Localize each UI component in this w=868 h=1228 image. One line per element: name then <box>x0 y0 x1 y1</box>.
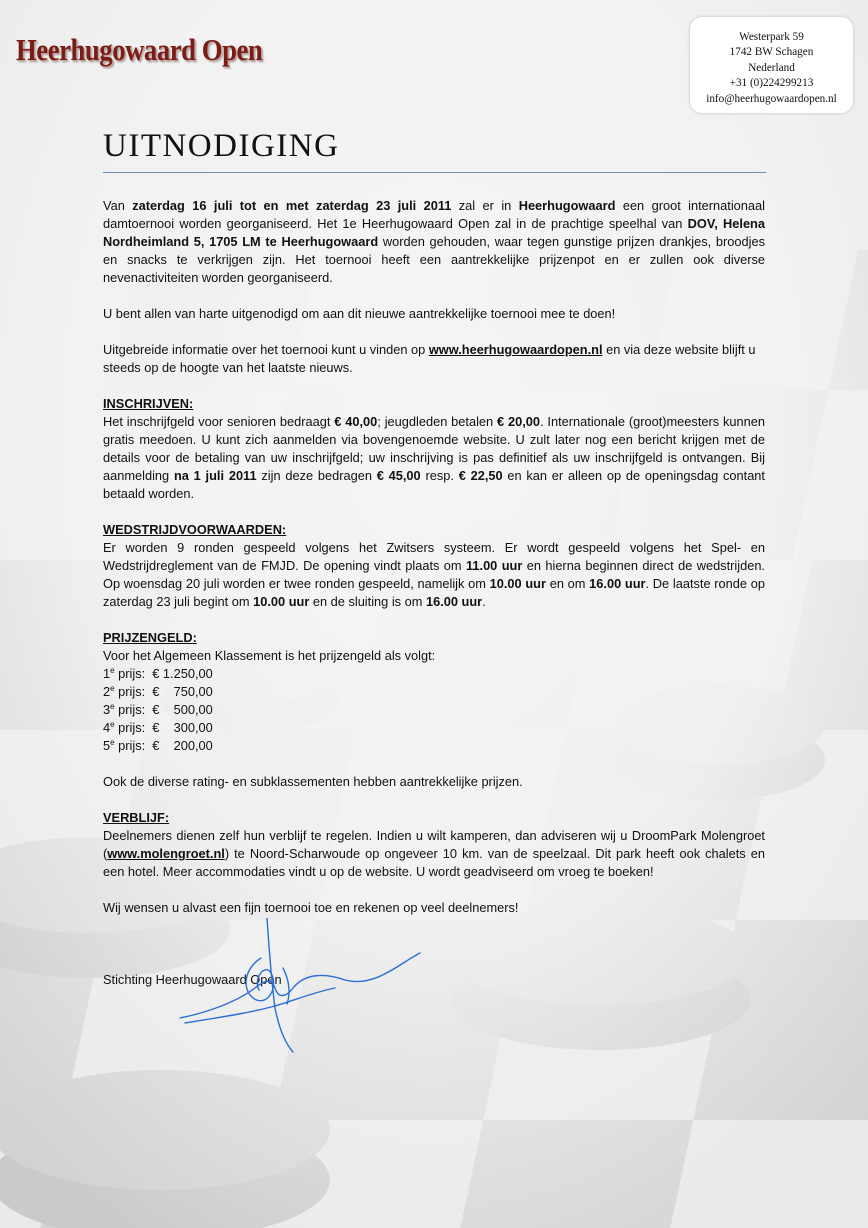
inschrijven-paragraph: Het inschrijfgeld voor senioren bedraagt € 40,00; jeugdleden betalen € 20,00. Internationale (groot)meesters kunnen gratis meedoen. U kunt zich aanmelden via bovengenoemde website. U zult later nog een bericht krijgen met de details voor de betaling van uw inschrijfgeld; uw inschrijving is pas definitief als uw inschrijfgeld is ontvangen. Bij aanmelding na 1 juli 2011 zijn deze bedragen € 45,00 resp. € 22,50 en kan er alleen op de openingsdag contant betaald worden. <box>103 414 765 501</box>
address-phone: +31 (0)224299213 <box>729 77 814 90</box>
prize-row-1: 1e prijs: € 1.250,00 <box>103 666 213 681</box>
verblijf-heading: VERBLIJF: <box>103 810 170 825</box>
signature-name: Stichting Heerhugowaard Open <box>103 972 282 987</box>
title-divider <box>103 172 766 173</box>
prize-row-2: 2e prijs: € 750,00 <box>103 684 213 699</box>
info-paragraph: Uitgebreide informatie over het toernooi kunt u vinden op www.heerhugowaardopen.nl en via deze website blijft u steeds op de hoogte van het laatste nieuws. <box>103 342 756 375</box>
prize-row-5: 5e prijs: € 200,00 <box>103 738 213 753</box>
wedstrijd-paragraph: Er worden 9 ronden gespeeld volgens het Zwitsers systeem. Er wordt gespeeld volgens het Spel- en Wedstrijdreglement van de FMJD. De opening vindt plaats om 11.00 uur en hierna beginnen direct de wedstrijden. Op woensdag 20 juli worden er twee ronden gespeeld, namelijk om 10.00 uur en om 16.00 uur. De laatste ronde op zaterdag 23 juli begint om 10.00 uur en de sluiting is om 16.00 uur. <box>103 540 765 609</box>
inschrijven-heading: INSCHRIJVEN: <box>103 396 194 411</box>
prijzen-heading: PRIJZENGELD: <box>103 630 197 645</box>
intro-paragraph: Van zaterdag 16 juli tot en met zaterdag 23 juli 2011 zal er in Heerhugowaard een groot internationaal damtoernooi worden georganiseerd. Het 1e Heerhugowaard Open zal in de prachtige speelhal van DOV, Helena Nordheimland 5, 1705 LM te Heerhugowaard worden gehouden, waar tegen gunstige prijzen drankjes, broodjes en snacks te verkrijgen zijn. Het toernooi heeft een aantrekkelijke prijzenpot en er zullen ook diverse nevenactiviteiten worden georganiseerd. <box>103 198 765 285</box>
handwritten-signature <box>175 918 425 1058</box>
prize-row-3: 3e prijs: € 500,00 <box>103 702 213 717</box>
wedstrijd-heading: WEDSTRIJDVOORWAARDEN: <box>103 522 287 537</box>
closing-paragraph: Wij wensen u alvast een fijn toernooi toe en rekenen op veel deelnemers! <box>103 900 519 915</box>
prijzen-intro: Voor het Algemeen Klassement is het prijzengeld als volgt: <box>103 648 436 663</box>
molengroet-link[interactable]: www.molengroet.nl <box>107 846 225 861</box>
address-postcode: 1742 BW Schagen <box>729 46 814 59</box>
address-street: Westerpark 59 <box>739 31 804 43</box>
address-email[interactable]: info@heerhugowaardopen.nl <box>706 92 837 105</box>
letter-body <box>103 197 765 989</box>
address-box <box>690 17 853 113</box>
prijzen-note: Ook de diverse rating- en subklassementen hebben aantrekkelijke prijzen. <box>103 774 523 789</box>
website-link[interactable]: www.heerhugowaardopen.nl <box>428 342 603 357</box>
page-title: UITNODIGING <box>103 128 340 164</box>
logo: Heerhugowaard Open <box>16 32 263 67</box>
verblijf-paragraph: Deelnemers dienen zelf hun verblijf te regelen. Indien u wilt kamperen, dan adviseren wij u DroomPark Molengroet (www.molengroet.nl) te Noord-Scharwoude op ongeveer 10 km. van de speelzaal. Dit park heeft ook chalets en een hotel. Meer accommodaties vindt u op de website. U wordt geadviseerd om vroeg te boeken! <box>103 828 765 879</box>
address-country: Nederland <box>748 61 795 74</box>
prize-row-4: 4e prijs: € 300,00 <box>103 720 213 735</box>
invite-paragraph: U bent allen van harte uitgenodigd om aan dit nieuwe aantrekkelijke toernooi mee te doen! <box>103 306 616 321</box>
